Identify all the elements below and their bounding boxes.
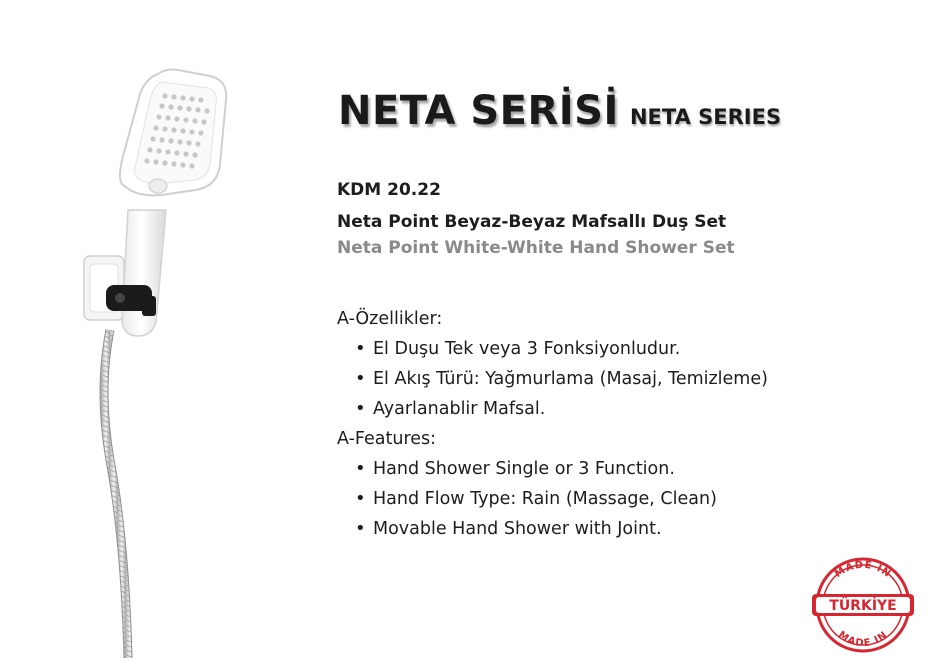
made-in-turkiye-badge: [808, 555, 918, 655]
product-name-en: Neta Point White-White Hand Shower Set: [337, 238, 735, 258]
features-en-title: A-Features:: [337, 429, 437, 449]
product-code: KDM 20.22: [337, 180, 441, 200]
seal-icon: [808, 555, 918, 655]
list-item: • Movable Hand Shower with Joint.: [355, 514, 768, 544]
series-title-en: NETA SERIES: [629, 105, 782, 129]
list-item: • El Duşu Tek veya 3 Fonksiyonludur.: [355, 334, 768, 364]
series-title-tr: NETA SERİSİ: [338, 88, 619, 134]
badge-center-text: TÜRKİYE: [829, 598, 897, 614]
hand-shower-icon: [70, 60, 250, 658]
badge-bottom-text: MADE IN: [836, 629, 890, 650]
list-item: • Hand Flow Type: Rain (Massage, Clean): [355, 484, 768, 514]
badge-top-text: MADE IN: [832, 559, 894, 581]
feature-list: [337, 304, 768, 544]
features-en-list: [337, 454, 768, 544]
list-item: • El Akış Türü: Yağmurlama (Masaj, Temizleme): [355, 364, 768, 394]
shower-set-image: [70, 60, 250, 658]
list-item: • Ayarlanablir Mafsal.: [355, 394, 768, 424]
features-tr-list: [337, 334, 768, 424]
series-title: [338, 88, 781, 134]
product-name-tr: Neta Point Beyaz-Beyaz Mafsallı Duş Set: [337, 212, 727, 232]
features-tr-title: A-Özellikler:: [337, 309, 443, 329]
list-item: • Hand Shower Single or 3 Function.: [355, 454, 768, 484]
